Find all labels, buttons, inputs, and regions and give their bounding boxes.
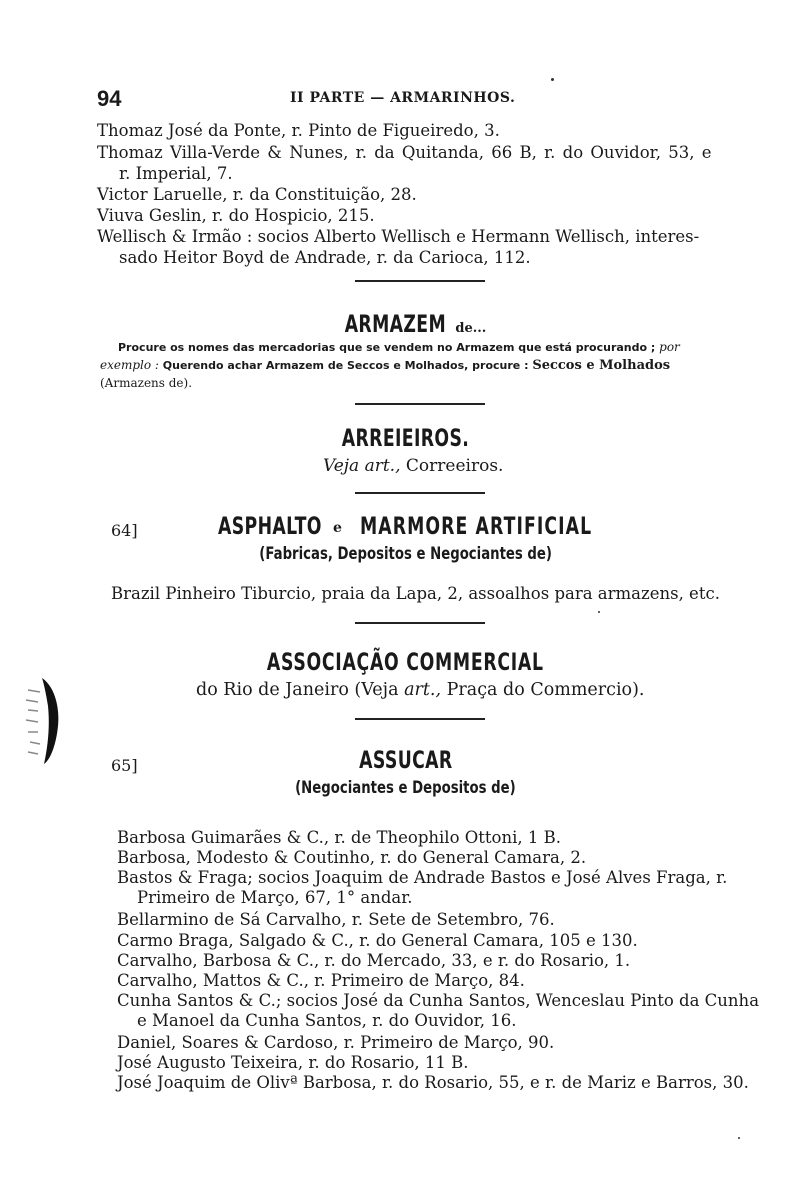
see-text: do Rio de Janeiro (Veja [196,680,399,700]
list-item: Barbosa, Modesto & Coutinho, r. do General Camara, 2. [117,848,587,867]
list-item: Bellarmino de Sá Carvalho, r. Sete de Setembro, 76. [117,910,555,929]
list-item: Viuva Geslin, r. do Hospicio, 215. [97,206,375,225]
list-item: Bastos & Fraga; socios Joaquim de Andrade Bastos e José Alves Fraga, r. [117,868,728,887]
list-item: Victor Laruelle, r. da Constituição, 28. [97,185,417,204]
section-divider [355,718,485,720]
note-text-italic: por [659,340,680,354]
heading-text: ASPHALTO [218,512,322,540]
section-heading-armazem [0,310,811,338]
section-number: 64] [111,521,138,540]
list-item-continuation: Primeiro de Março, 67, 1° andar. [137,888,413,907]
note-line [100,357,670,374]
list-item-continuation: sado Heitor Boyd de Andrade, r. da Carioca, 112. [119,248,531,267]
note-text-bold: Seccos e Molhados [532,358,671,373]
list-item: Cunha Santos & C.; socios José da Cunha Santos, Wenceslau Pinto da Cunha [117,991,760,1010]
see-target: Correeiros. [405,456,504,476]
heading-text: ARREIEIROS. [341,424,470,452]
section-subtitle [0,778,811,798]
ink-speck [551,78,554,81]
note-text-italic: exemplo : [100,358,159,372]
ink-speck [598,611,600,613]
heading-connector: e [333,520,342,536]
cross-reference [323,456,503,476]
section-heading-asphalto-b [360,512,682,540]
list-item: José Joaquim de Olivª Barbosa, r. do Rosario, 55, e r. de Mariz e Barros, 30. [117,1073,749,1092]
heading-text: MARMORE ARTIFICIAL [360,512,593,540]
see-target: Praça do Commercio). [446,680,645,700]
list-item: Brazil Pinheiro Tiburcio, praia da Lapa, 2, assoalhos para armazens, etc. [111,584,720,603]
heading-text: ASSUCAR [358,746,453,774]
see-text: Veja [323,456,360,476]
list-item: Carvalho, Mattos & C., r. Primeiro de Março, 84. [117,971,525,990]
list-item: Thomaz José da Ponte, r. Pinto de Figueiredo, 3. [97,121,500,140]
section-heading-arreeiros [0,424,811,452]
section-divider [355,280,485,282]
section-divider [355,492,485,494]
running-title: II PARTE — ARMARINHOS. [290,90,516,106]
page-number: 94 [97,86,122,111]
list-item: Thomaz Villa-Verde & Nunes, r. da Quitanda, 66 B, r. do Ouvidor, 53, e [97,143,712,162]
heading-suffix: de... [455,321,487,336]
see-text-italic: art., [404,680,442,700]
section-heading-associacao [0,648,811,676]
note-text: Procure os nomes das mercadorias que se vendem no Armazem que está procurando ; [118,341,656,354]
section-number: 65] [111,756,138,775]
subtitle-text: (Negociantes e Depositos de) [295,778,516,798]
note-line [118,339,680,356]
section-heading-assucar [0,746,811,774]
list-item: Carvalho, Barbosa & C., r. do Mercado, 33, e r. do Rosario, 1. [117,951,631,970]
list-item: Wellisch & Irmão : socios Alberto Wellisch e Hermann Wellisch, interes- [97,227,700,246]
subtitle-text: (Fabricas, Depositos e Negociantes de) [259,544,552,564]
list-item-continuation: r. Imperial, 7. [119,164,233,183]
section-divider [355,622,485,624]
list-item: José Augusto Teixeira, r. do Rosario, 11 B. [117,1053,469,1072]
note-text: Querendo achar Armazem de Seccos e Molhados, procure : [162,359,529,372]
cross-reference [196,680,644,700]
section-subtitle [0,544,811,564]
ink-speck [738,1137,740,1139]
list-item: Barbosa Guimarães & C., r. de Theophilo Ottoni, 1 B. [117,828,561,847]
heading-text: ARMAZEM [344,310,446,338]
note-line: (Armazens de). [100,376,193,390]
section-divider [355,403,485,405]
list-item: Daniel, Soares & Cardoso, r. Primeiro de Março, 90. [117,1033,555,1052]
see-text: art., [364,456,401,476]
list-item-continuation: e Manoel da Cunha Santos, r. do Ouvidor, 16. [137,1011,517,1030]
heading-text: ASSOCIAÇÃO COMMERCIAL [267,648,544,676]
list-item: Carmo Braga, Salgado & C., r. do General Camara, 105 e 130. [117,931,638,950]
